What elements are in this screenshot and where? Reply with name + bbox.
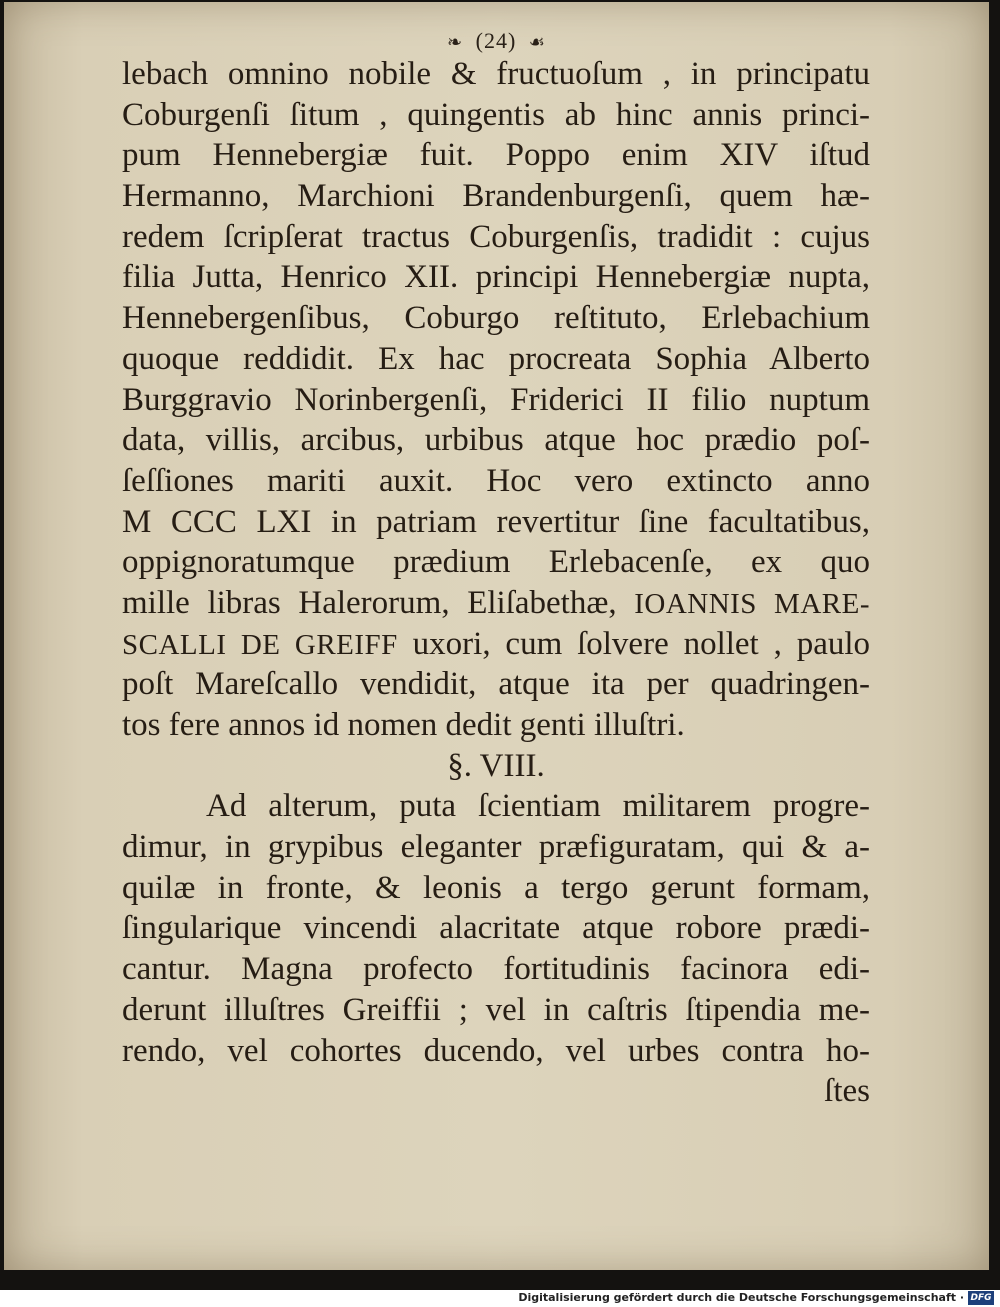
small-caps-name: SCALLI DE GREIFF: [122, 628, 398, 661]
running-head: [4, 28, 989, 54]
book-page: [4, 2, 989, 1270]
text-line: lebach omnino nobile & fructuoſum , in principatu: [122, 56, 870, 92]
text-line: data, villis, arcibus, urbibus atque hoc prædio poſ-: [122, 422, 870, 459]
dfg-logo-icon: DFG: [968, 1291, 994, 1305]
text-line: derunt illuſtres Greiffii ; vel in caſtris ſtipendia me-: [122, 991, 870, 1028]
text-line: ſingularique vincendi alacritate atque robore prædi-: [122, 910, 870, 947]
text-line-with-name: [122, 583, 870, 624]
text-fragment: uxori, cum ſolvere nollet , paulo: [412, 625, 871, 662]
text-line: filia Jutta, Henrico XII. principi Hennebergiæ nupta,: [122, 259, 870, 296]
text-line: poſt Mareſcallo vendidit, atque ita per quadringen-: [122, 666, 870, 703]
text-line: Burggravio Norinbergenſi, Friderici II filio nuptum: [122, 381, 870, 418]
text-line: Coburgenſi ſitum , quingentis ab hinc annis princi-: [122, 96, 870, 133]
text-line: quoque reddidit. Ex hac procreata Sophia Alberto: [122, 340, 870, 377]
small-caps-name: IOANNIS MARE-: [634, 587, 870, 620]
text-line: tos fere annos id nomen dedit genti illuſtri.: [122, 707, 685, 743]
text-fragment: mille libras Halerorum, Eliſabethæ,: [122, 584, 617, 621]
text-line: Hennebergenſibus, Coburgo reſtituto, Erlebachium: [122, 300, 870, 337]
text-line: M CCC LXI in patriam revertitur ſine facultatibus,: [122, 503, 870, 540]
text-line: quilæ in fronte, & leonis a tergo gerunt formam,: [122, 869, 870, 906]
text-line: dimur, in grypibus eleganter præfiguratam, qui & a-: [122, 829, 870, 866]
footer-bar: [0, 1290, 1000, 1307]
text-line: rendo, vel cohortes ducendo, vel urbes contra ho-: [122, 1032, 870, 1069]
text-line: ſeſſiones mariti auxit. Hoc vero extincto anno: [122, 462, 870, 499]
text-line: Ad alterum, puta ſcientiam militarem progre-: [206, 788, 870, 825]
ornament-left-icon: ❧: [447, 32, 464, 52]
text-line-with-name: [122, 624, 870, 665]
text-line: cantur. Magna profecto fortitudinis facinora edi-: [122, 951, 870, 988]
text-line: redem ſcripſerat tractus Coburgenſis, tradidit : cujus: [122, 218, 870, 255]
section-heading: §. VIII.: [447, 747, 545, 784]
catchword: ſtes: [824, 1073, 870, 1110]
ornament-right-icon: ☙: [528, 32, 546, 52]
funding-credit: Digitalisierung gefördert durch die Deutsche Forschungsgemeinschaft ·: [518, 1291, 964, 1304]
page-number: (24): [475, 28, 517, 53]
text-line: pum Hennebergiæ fuit. Poppo enim XIV iſtud: [122, 137, 870, 174]
text-line: Hermanno, Marchioni Brandenburgenſi, quem hæ-: [122, 178, 870, 215]
text-line: oppignoratumque prædium Erlebacenſe, ex quo: [122, 544, 870, 581]
body-text: [122, 54, 870, 1112]
